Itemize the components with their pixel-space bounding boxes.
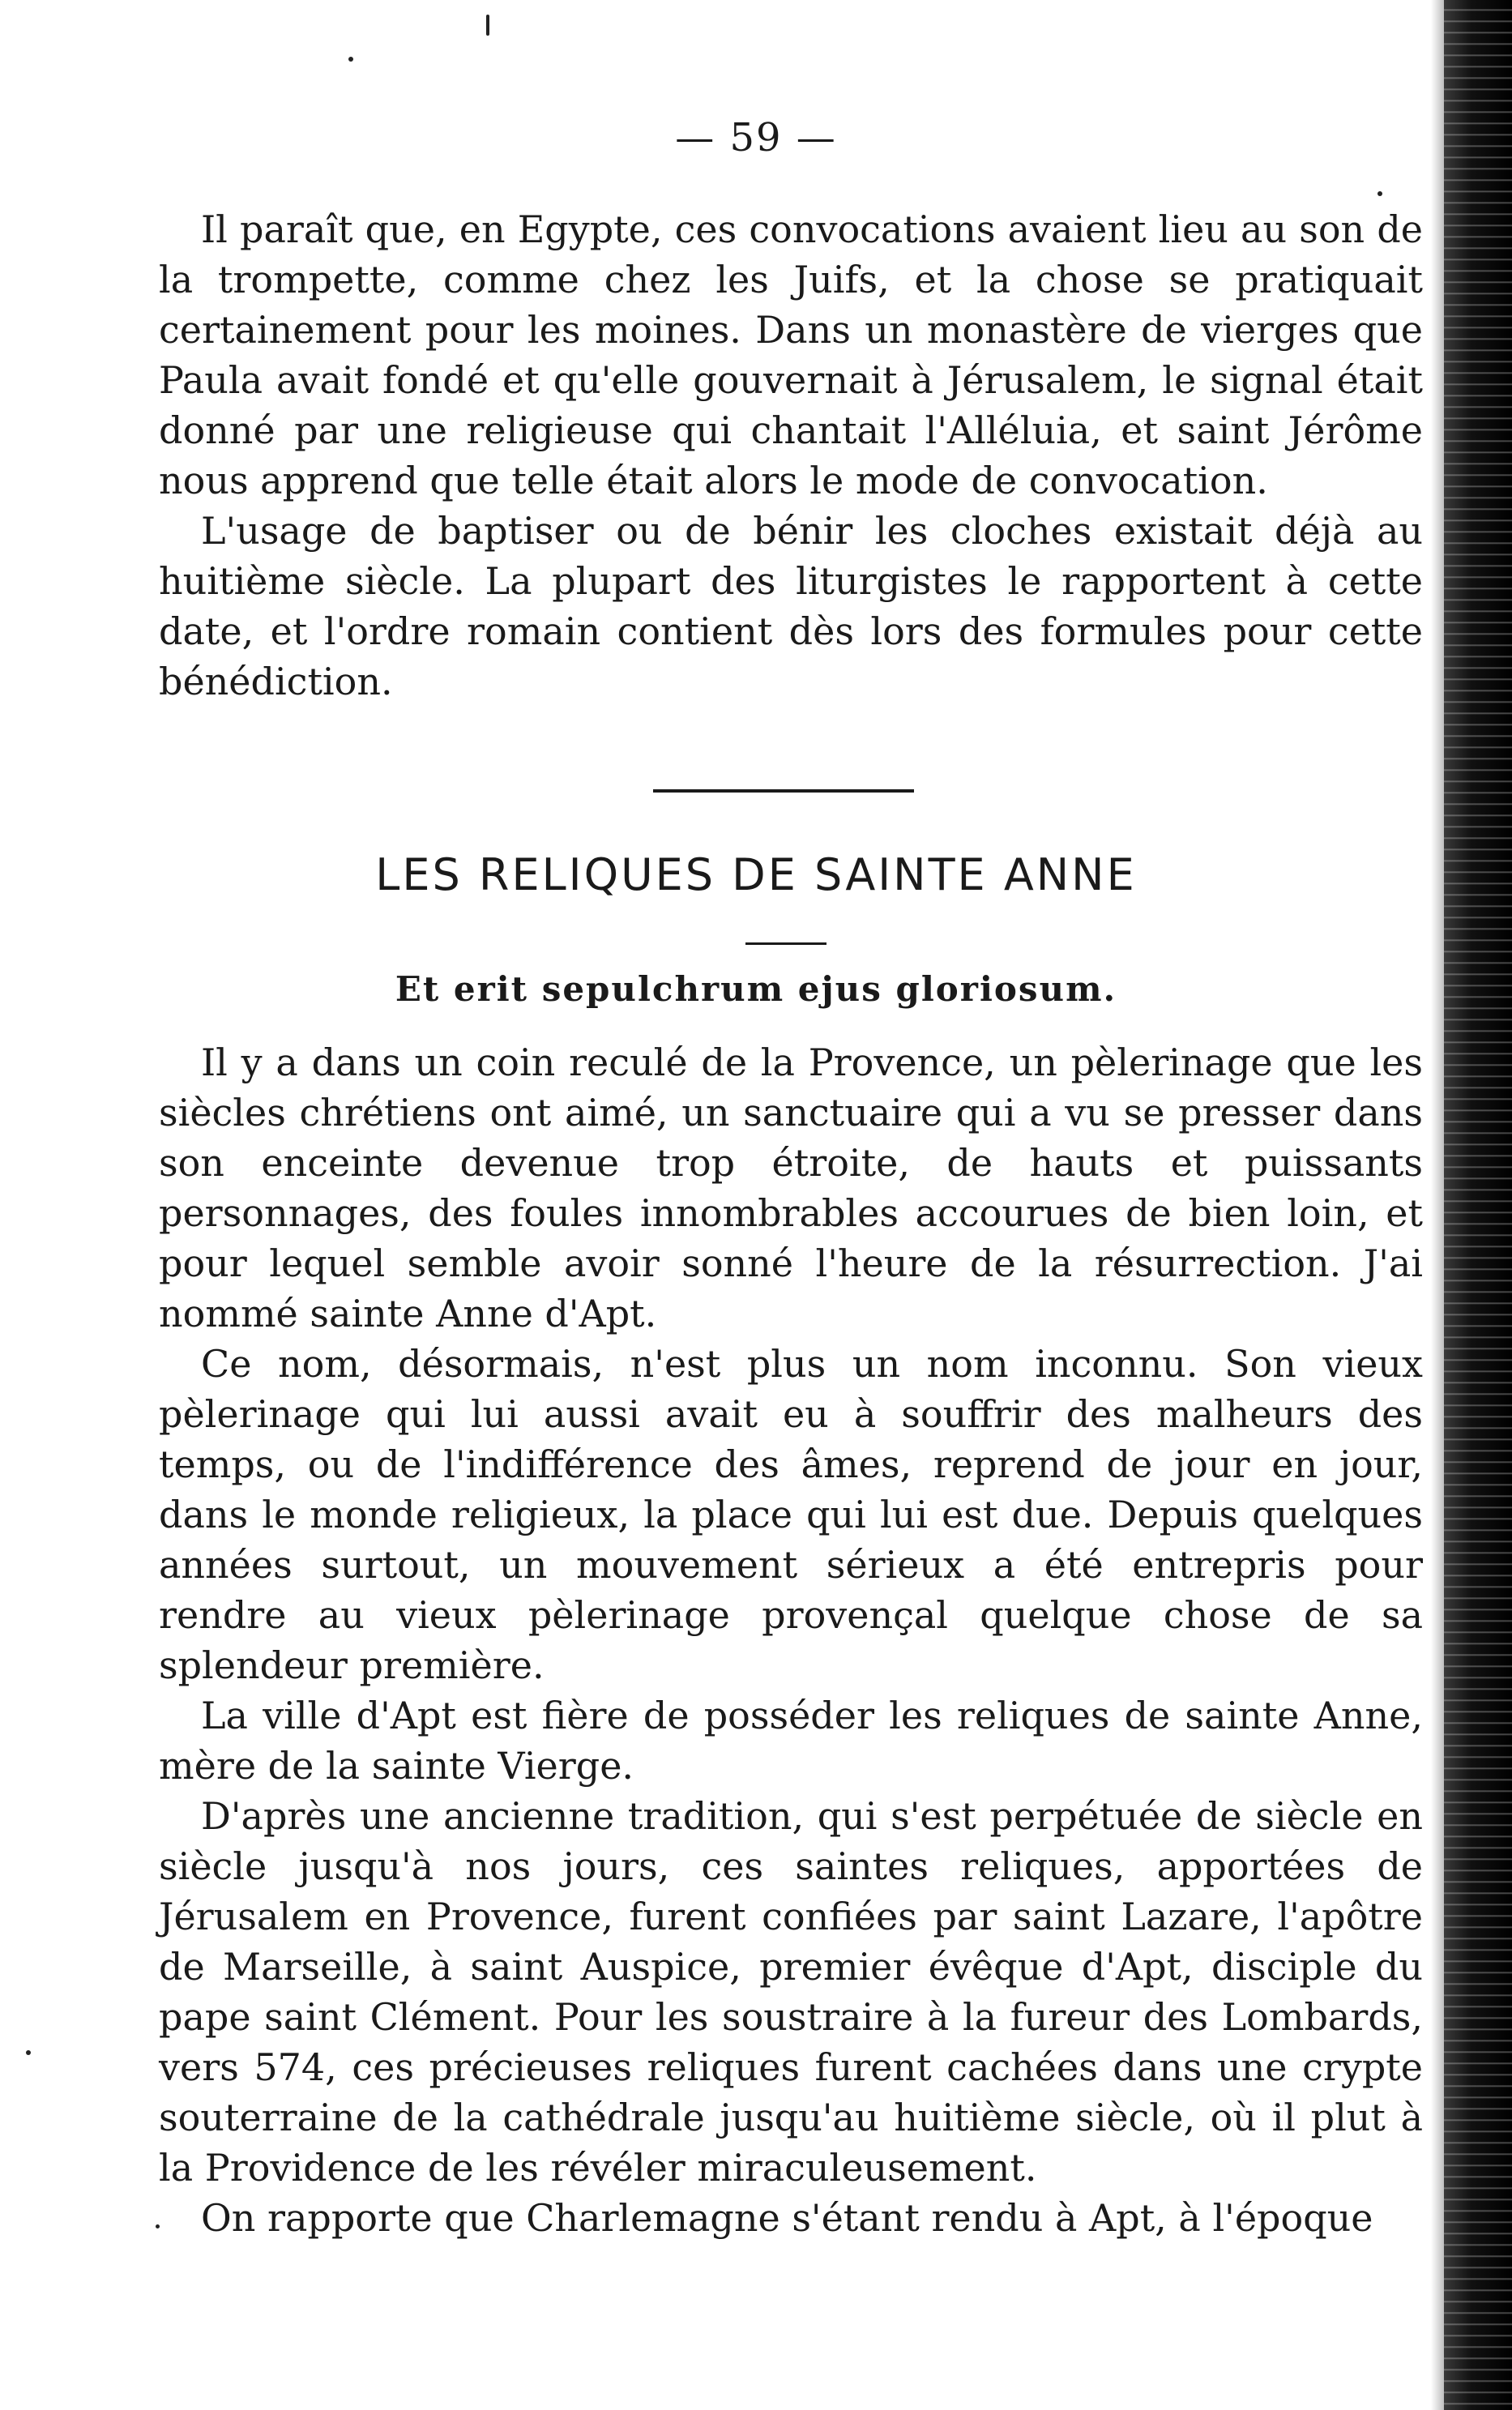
paragraph: Il y a dans un coin reculé de la Provence, un pèlerinage que les siècles chrétiens ont aimé, un sanctuaire qui a vu se presser dans son enceinte devenue trop étroite, de hauts et puissants personnages, des foules innombrables accourues de bien loin, et pour lequel semble avoir sonné l'heure de la résurrection. J'ai nommé sainte Anne d'Apt. xyxy=(159,1040,1423,1335)
scan-speck xyxy=(348,57,353,62)
scan-edge xyxy=(1444,0,1512,2410)
paragraph: D'après une ancienne tradition, qui s'est perpétuée de siècle en siècle jusqu'à nos jours, ces saintes reliques, apportées de Jérusalem en Provence, furent confiées par saint Lazare, l'apôtre de Marseille, à saint Auspice, premier évêque d'Apt, disciple du pape saint Clément. Pour les soustraire à la fureur des Lombards, vers 574, ces précieuses reliques furent cachées dans une crypte souterraine de la cathédrale jusqu'au huitième siècle, où il plut à la Providence de les révéler miraculeusement. xyxy=(159,1794,1423,2190)
scan-speck xyxy=(1377,191,1382,196)
paragraph: On rapporte que Charlemagne s'étant rendu à Apt, à l'époque xyxy=(201,2196,1373,2240)
epigraph: Et erit sepulchrum ejus gloriosum. xyxy=(395,969,1117,1009)
paragraph: Il paraît que, en Egypte, ces convocations avaient lieu au son de la trompette, comme chez les Juifs, et la chose se pratiquait certainement pour les moines. Dans un monastère de vierges que Paula avait fondé et qu'elle gouvernait à Jérusalem, le signal était donné par une religieuse qui chantait l'Alléluia, et saint Jérôme nous apprend que telle était alors le mode de convocation. xyxy=(159,207,1423,502)
scan-speck xyxy=(26,2050,31,2055)
page-number: — 59 — xyxy=(675,115,837,160)
paragraph: La ville d'Apt est fière de posséder les reliques de sainte Anne, mère de la sainte Vierge. xyxy=(159,1694,1423,1788)
section-2-text xyxy=(159,1037,1423,2243)
section-title: LES RELIQUES DE SAINTE ANNE xyxy=(375,849,1137,900)
title-underline xyxy=(745,942,826,945)
scan-speck xyxy=(486,15,489,36)
paragraph: Ce nom, désormais, n'est plus un nom inconnu. Son vieux pèlerinage qui lui aussi avait eu à souffrir des malheurs des temps, ou de l'indifférence des âmes, reprend de jour en jour, dans le monde religieux, la place qui lui est due. Depuis quelques années surtout, un mouvement sérieux a été entrepris pour rendre au vieux pèlerinage provençal quelque chose de sa splendeur première. xyxy=(159,1342,1423,1687)
paragraph: L'usage de baptiser ou de bénir les cloches existait déjà au huitième siècle. La plupart des liturgistes le rapportent à cette date, et l'ordre romain contient dès lors des formules pour cette bénédiction. xyxy=(159,509,1423,703)
scan-shadow xyxy=(1431,0,1444,2410)
section-divider xyxy=(653,789,914,793)
section-1-text xyxy=(159,204,1423,707)
